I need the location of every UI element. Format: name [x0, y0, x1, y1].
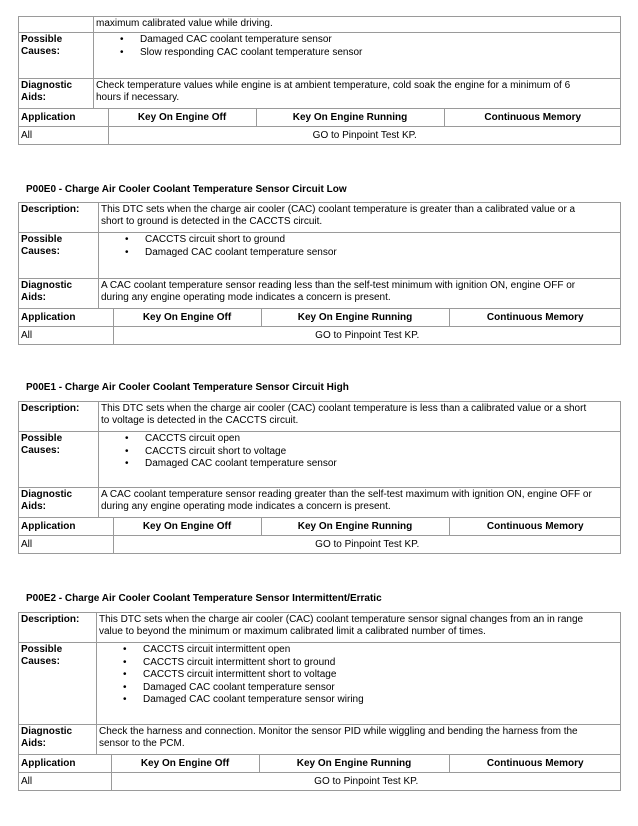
- application-value: All: [19, 773, 111, 791]
- description-label: Description:: [19, 203, 99, 233]
- aids-row: [19, 488, 621, 518]
- dtc-table-p00e1: [18, 401, 620, 554]
- aids-text: Check the harness and connection. Monitor the sensor PID while wiggling and bending the harness from the sensor to the PCM.: [97, 725, 621, 755]
- application-row: [19, 755, 621, 791]
- causes-list: [101, 433, 618, 471]
- aids-row: [19, 725, 621, 755]
- header-continuous: Continuous Memory: [449, 309, 621, 327]
- header-continuous: Continuous Memory: [449, 755, 621, 773]
- description-label-cell: [19, 17, 94, 33]
- aids-text: A CAC coolant temperature sensor reading greater than the self-test maximum with ignition ON, engine OFF or during any engine operating mode indicates a concern is present.: [99, 488, 621, 518]
- table-row: [19, 536, 621, 554]
- causes-list: [101, 234, 618, 259]
- application-table: [19, 309, 621, 344]
- causes-row: [19, 33, 621, 79]
- causes-list: [99, 644, 618, 707]
- causes-row: [19, 432, 621, 488]
- aids-text: A CAC coolant temperature sensor reading less than the self-test minimum with ignition ON, engine OFF or during any engine operating mode indicates a concern is present.: [99, 279, 621, 309]
- description-row: [19, 17, 621, 33]
- header-key-off: Key On Engine Off: [108, 109, 256, 127]
- causes-label: Possible Causes:: [19, 233, 99, 279]
- causes-list: [96, 34, 618, 59]
- header-key-running: Key On Engine Running: [256, 109, 444, 127]
- header-key-off: Key On Engine Off: [111, 755, 259, 773]
- dtc-table-p00e0: [18, 202, 620, 345]
- table-row: [19, 327, 621, 345]
- causes-label: Possible Causes:: [19, 643, 97, 725]
- list-item: • Damaged CAC coolant temperature sensor: [143, 682, 618, 695]
- aids-label: Diagnostic Aids:: [19, 725, 97, 755]
- header-key-running: Key On Engine Running: [261, 309, 449, 327]
- application-row: [19, 518, 621, 554]
- list-item: • CACCTS circuit intermittent open: [143, 644, 618, 657]
- list-item: • Damaged CAC coolant temperature sensor wiring: [143, 694, 618, 707]
- section-title-p00e1: P00E1 - Charge Air Cooler Coolant Temperature Sensor Circuit High: [26, 382, 349, 393]
- aids-label: Diagnostic Aids:: [19, 79, 94, 109]
- aids-label: Diagnostic Aids:: [19, 488, 99, 518]
- header-key-running: Key On Engine Running: [261, 518, 449, 536]
- causes-label: Possible Causes:: [19, 33, 94, 79]
- list-item: • CACCTS circuit open: [145, 433, 618, 446]
- pinpoint-test-text: GO to Pinpoint Test KP.: [315, 538, 420, 550]
- causes-list-cell: [99, 432, 621, 488]
- header-key-off: Key On Engine Off: [113, 309, 261, 327]
- causes-list-cell: [94, 33, 621, 79]
- list-item: • CACCTS circuit intermittent short to ground: [143, 657, 618, 670]
- list-item: • Damaged CAC coolant temperature sensor: [145, 458, 618, 471]
- aids-text: Check temperature values while engine is at ambient temperature, cold soak the engine for a minimum of 6 hours if necessary.: [94, 79, 621, 109]
- causes-label: Possible Causes:: [19, 432, 99, 488]
- application-header: [19, 518, 621, 536]
- header-application: Application: [19, 309, 113, 327]
- application-value: All: [19, 127, 108, 145]
- header-application: Application: [19, 109, 108, 127]
- list-item: • CACCTS circuit short to voltage: [145, 446, 618, 459]
- header-key-running: Key On Engine Running: [259, 755, 449, 773]
- list-item: • Damaged CAC coolant temperature sensor: [140, 34, 618, 47]
- dtc-table-p00e2: [18, 612, 620, 791]
- description-label: Description:: [19, 402, 99, 432]
- section-title-p00e2: P00E2 - Charge Air Cooler Coolant Temperature Sensor Intermittent/Erratic: [26, 593, 382, 604]
- description-text: This DTC sets when the charge air cooler (CAC) coolant temperature is less than a calibrated value or a short to voltage is detected in the CACCTS circuit.: [99, 402, 621, 432]
- causes-list-cell: [99, 233, 621, 279]
- causes-row: [19, 233, 621, 279]
- application-row: [19, 109, 621, 145]
- header-key-off: Key On Engine Off: [113, 518, 261, 536]
- description-text: This DTC sets when the charge air cooler (CAC) coolant temperature sensor signal changes from an in range value to beyond the minimum or maximum calibrated limit a calibrated number of times.: [97, 613, 621, 643]
- list-item: • CACCTS circuit intermittent short to voltage: [143, 669, 618, 682]
- description-label: Description:: [19, 613, 97, 643]
- application-table: [19, 109, 621, 144]
- application-value: All: [19, 327, 113, 345]
- table-row: [19, 127, 621, 145]
- causes-row: [19, 643, 621, 725]
- header-application: Application: [19, 755, 111, 773]
- description-text: This DTC sets when the charge air cooler (CAC) coolant temperature is greater than a calibrated value or a short to ground is detected in the CACCTS circuit.: [99, 203, 621, 233]
- header-continuous: Continuous Memory: [444, 109, 621, 127]
- dtc-table-partial: [18, 16, 620, 145]
- list-item: • Slow responding CAC coolant temperature sensor: [140, 47, 618, 60]
- table-row: [19, 773, 621, 791]
- application-value: All: [19, 536, 113, 554]
- pinpoint-test-text: GO to Pinpoint Test KP.: [312, 129, 417, 141]
- pinpoint-test-text: GO to Pinpoint Test KP.: [314, 775, 419, 787]
- application-header: [19, 309, 621, 327]
- application-table: [19, 518, 621, 553]
- aids-label: Diagnostic Aids:: [19, 279, 99, 309]
- application-header: [19, 755, 621, 773]
- aids-row: [19, 279, 621, 309]
- list-item: • Damaged CAC coolant temperature sensor: [145, 247, 618, 260]
- description-row: [19, 613, 621, 643]
- description-row: [19, 402, 621, 432]
- header-continuous: Continuous Memory: [449, 518, 621, 536]
- application-row: [19, 309, 621, 345]
- application-table: [19, 755, 621, 790]
- list-item: • CACCTS circuit short to ground: [145, 234, 618, 247]
- header-application: Application: [19, 518, 113, 536]
- application-header: [19, 109, 621, 127]
- pinpoint-test-text: GO to Pinpoint Test KP.: [315, 329, 420, 341]
- description-row: [19, 203, 621, 233]
- aids-row: [19, 79, 621, 109]
- description-text: maximum calibrated value while driving.: [94, 17, 621, 33]
- section-title-p00e0: P00E0 - Charge Air Cooler Coolant Temperature Sensor Circuit Low: [26, 184, 347, 195]
- causes-list-cell: [97, 643, 621, 725]
